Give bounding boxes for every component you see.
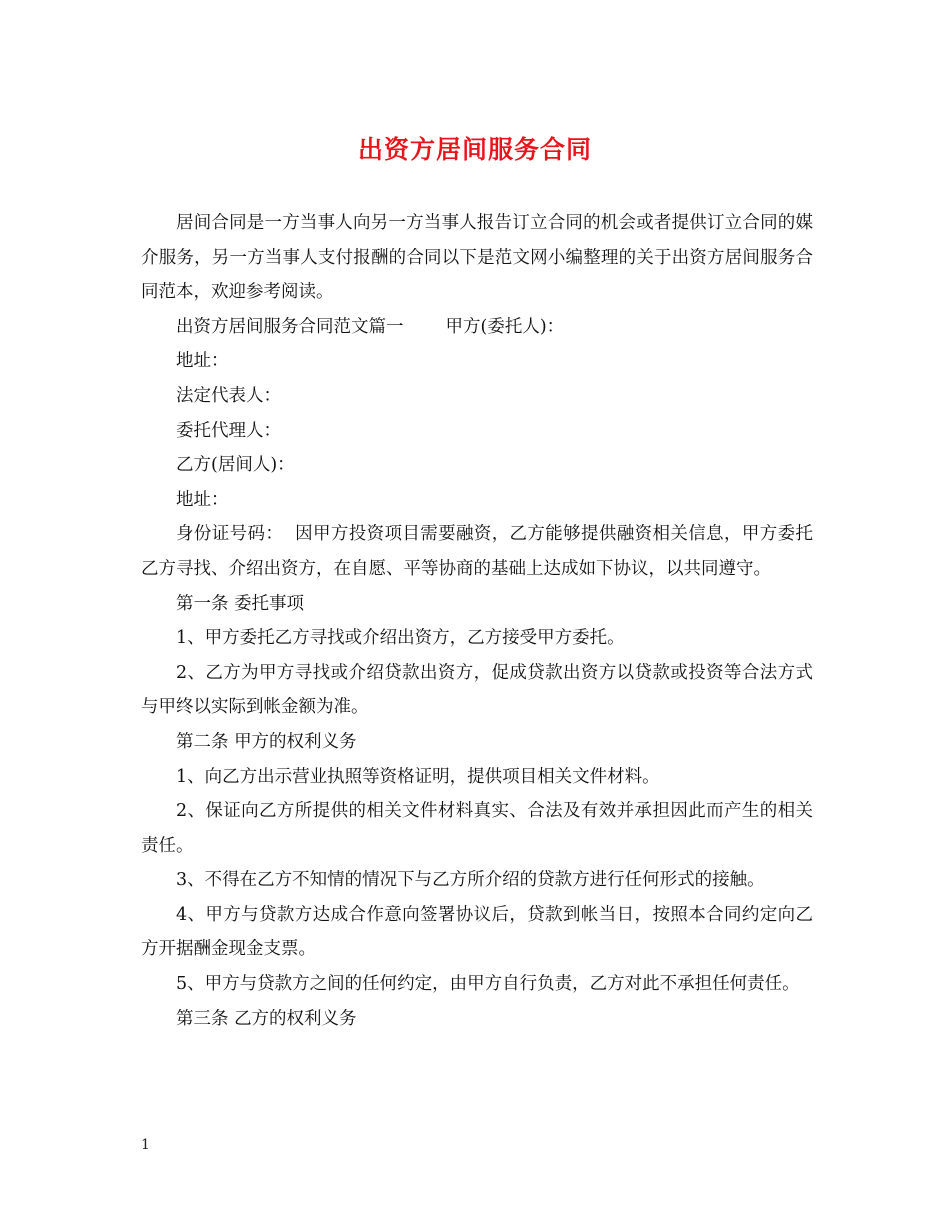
article-2-clause-4: 4、甲方与贷款方达成合作意向签署协议后，贷款到帐当日，按照本合同约定向乙方开据酬金现金支票。	[141, 904, 813, 960]
article-1-heading: 第一条 委托事项	[176, 593, 305, 614]
party-b-line: 乙方(居间人)：	[176, 455, 295, 476]
article-1-clause-1: 1、甲方委托乙方寻找或介绍出资方，乙方接受甲方委托。	[176, 628, 625, 649]
article-1-clause-2: 2、乙方为甲方寻找或介绍贷款出资方，促成贷款出资方以贷款或投资等合法方式与甲终以实际到帐金额为准。	[141, 662, 813, 718]
id-number-paragraph	[141, 517, 813, 586]
purpose-text: 因甲方投资项目需要融资，乙方能够提供融资相关信息，甲方委托乙方寻找、介绍出资方，在自愿、平等协商的基础上达成如下协议，以共同遵守。	[141, 524, 813, 579]
sample-title: 出资方居间服务合同范文篇一	[176, 316, 404, 337]
article-2-clause-3: 3、不得在乙方不知情的情况下与乙方所介绍的贷款方进行任何形式的接触。	[176, 870, 765, 891]
authorized-agent-line: 委托代理人：	[176, 420, 281, 441]
article-3-heading: 第三条 乙方的权利义务	[176, 1008, 357, 1029]
article-2-heading: 第二条 甲方的权利义务	[176, 731, 357, 752]
legal-representative-line: 法定代表人：	[176, 385, 281, 406]
intro-paragraph: 居间合同是一方当事人向另一方当事人报告订立合同的机会或者提供订立合同的媒介服务，另一方当事人支付报酬的合同以下是范文网小编整理的关于出资方居间服务合同范本，欢迎参考阅读。	[141, 213, 813, 303]
document-body	[141, 206, 813, 1036]
id-number-label: 身份证号码：	[176, 524, 284, 545]
article-2-clause-2: 2、保证向乙方所提供的相关文件材料真实、合法及有效并承担因此而产生的相关责任。	[141, 801, 813, 856]
sample-heading-line	[141, 310, 813, 345]
document-title: 出资方居间服务合同	[357, 135, 592, 164]
address-line: 地址：	[176, 351, 229, 372]
page-number: 1	[141, 1137, 150, 1153]
address-line-2: 地址：	[176, 489, 229, 510]
party-a-label: 甲方(委托人)：	[445, 316, 565, 337]
article-2-clause-5: 5、甲方与贷款方之间的任何约定，由甲方自行负责，乙方对此不承担任何责任。	[176, 974, 800, 995]
article-2-clause-1: 1、向乙方出示营业执照等资格证明，提供项目相关文件材料。	[176, 766, 660, 787]
